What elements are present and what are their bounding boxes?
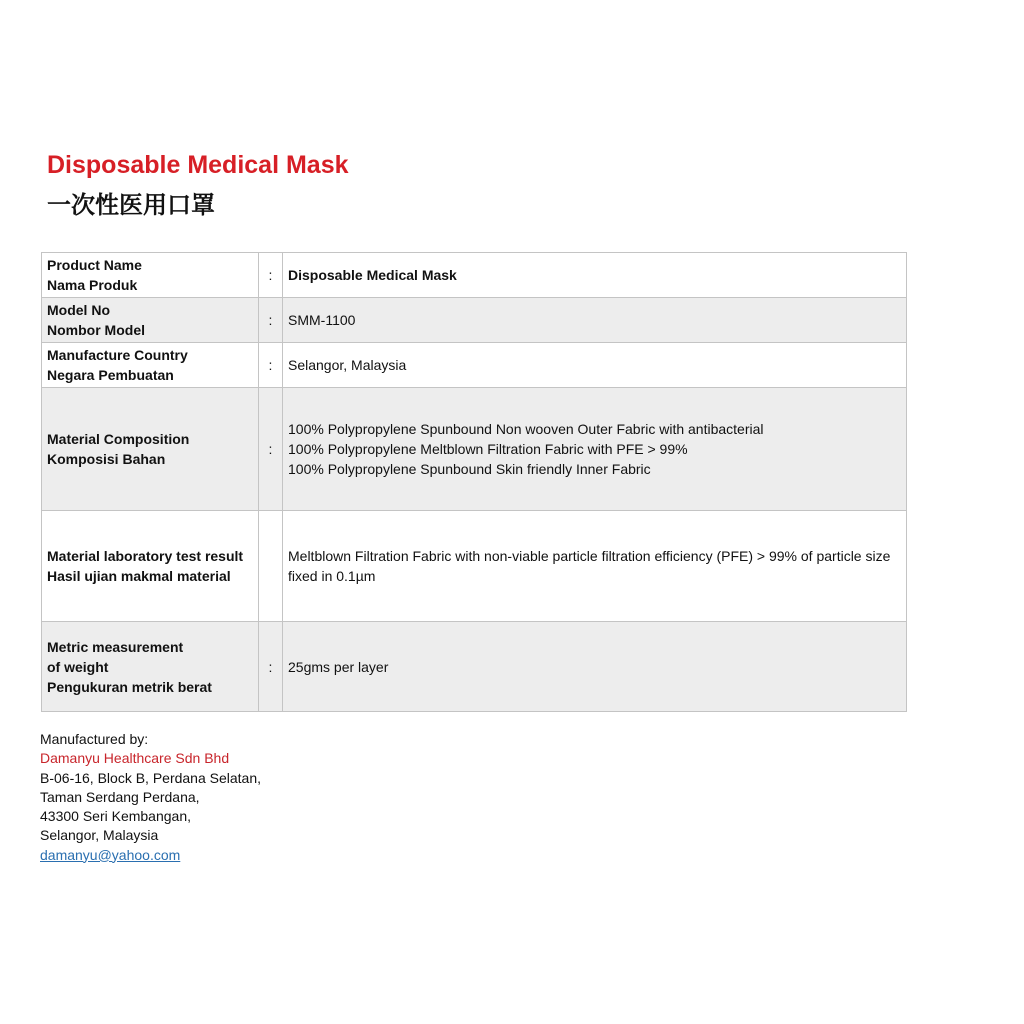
value-line: 25gms per layer <box>288 658 389 675</box>
value-line: Disposable Medical Mask <box>288 267 457 283</box>
label-line: Komposisi Bahan <box>47 451 166 467</box>
table-row-model-no <box>42 298 907 343</box>
row-label <box>42 622 259 712</box>
label-line: of weight <box>47 658 109 675</box>
row-separator: : <box>259 253 283 298</box>
page-title: Disposable Medical Mask <box>47 151 349 179</box>
address-line: Selangor, Malaysia <box>40 827 159 844</box>
label-line: Manufacture Country <box>47 347 188 363</box>
row-label <box>42 343 259 388</box>
row-value <box>283 388 907 511</box>
address-line: 43300 Seri Kembangan, <box>40 808 191 825</box>
row-separator: : <box>259 343 283 388</box>
row-separator: : <box>259 388 283 511</box>
row-separator <box>259 511 283 622</box>
label-line: Pengukuran metrik berat <box>47 678 212 695</box>
value-line: Meltblown Filtration Fabric with non-viable particle filtration efficiency (PFE) > 99% of particle size fixed in 0.1µm <box>288 548 891 584</box>
label-line: Material laboratory test result <box>47 548 244 564</box>
value-line: Selangor, Malaysia <box>288 357 407 373</box>
value-line: 100% Polypropylene Spunbound Skin friendly Inner Fabric <box>288 461 651 477</box>
row-value <box>283 622 907 712</box>
table-row-metric-weight <box>42 622 907 712</box>
page-subtitle: 一次性医用口罩 <box>47 191 215 219</box>
value-line: 100% Polypropylene Spunbound Non wooven Outer Fabric with antibacterial <box>288 421 764 437</box>
label-line: Product Name <box>47 257 142 273</box>
table-row-lab-test-result <box>42 511 907 622</box>
row-value <box>283 253 907 298</box>
label-line: Metric measurement <box>47 638 184 655</box>
row-label <box>42 298 259 343</box>
row-value <box>283 343 907 388</box>
label-line: Material Composition <box>47 431 190 447</box>
label-line: Hasil ujian makmal material <box>47 568 231 584</box>
row-label <box>42 388 259 511</box>
row-separator: : <box>259 298 283 343</box>
email-link[interactable]: damanyu@yahoo.com <box>40 846 181 863</box>
manufacturer-info <box>40 730 261 865</box>
label-line: Nama Produk <box>47 277 138 293</box>
row-label <box>42 253 259 298</box>
value-line: SMM-1100 <box>288 312 356 328</box>
label-line: Negara Pembuatan <box>47 367 174 383</box>
spec-table <box>41 252 907 712</box>
table-row-material-composition <box>42 388 907 511</box>
label-line: Nombor Model <box>47 322 145 338</box>
row-label <box>42 511 259 622</box>
table-row-manufacture-country <box>42 343 907 388</box>
row-value <box>283 511 907 622</box>
address-line: Taman Serdang Perdana, <box>40 788 200 805</box>
label-line: Model No <box>47 302 110 318</box>
address-line: B-06-16, Block B, Perdana Selatan, <box>40 769 262 786</box>
row-value <box>283 298 907 343</box>
manufactured-by-label: Manufactured by: <box>40 731 149 747</box>
table-row-product-name <box>42 253 907 298</box>
value-line: 100% Polypropylene Meltblown Filtration Fabric with PFE > 99% <box>288 441 688 457</box>
row-separator: : <box>259 622 283 712</box>
company-name: Damanyu Healthcare Sdn Bhd <box>40 750 230 767</box>
